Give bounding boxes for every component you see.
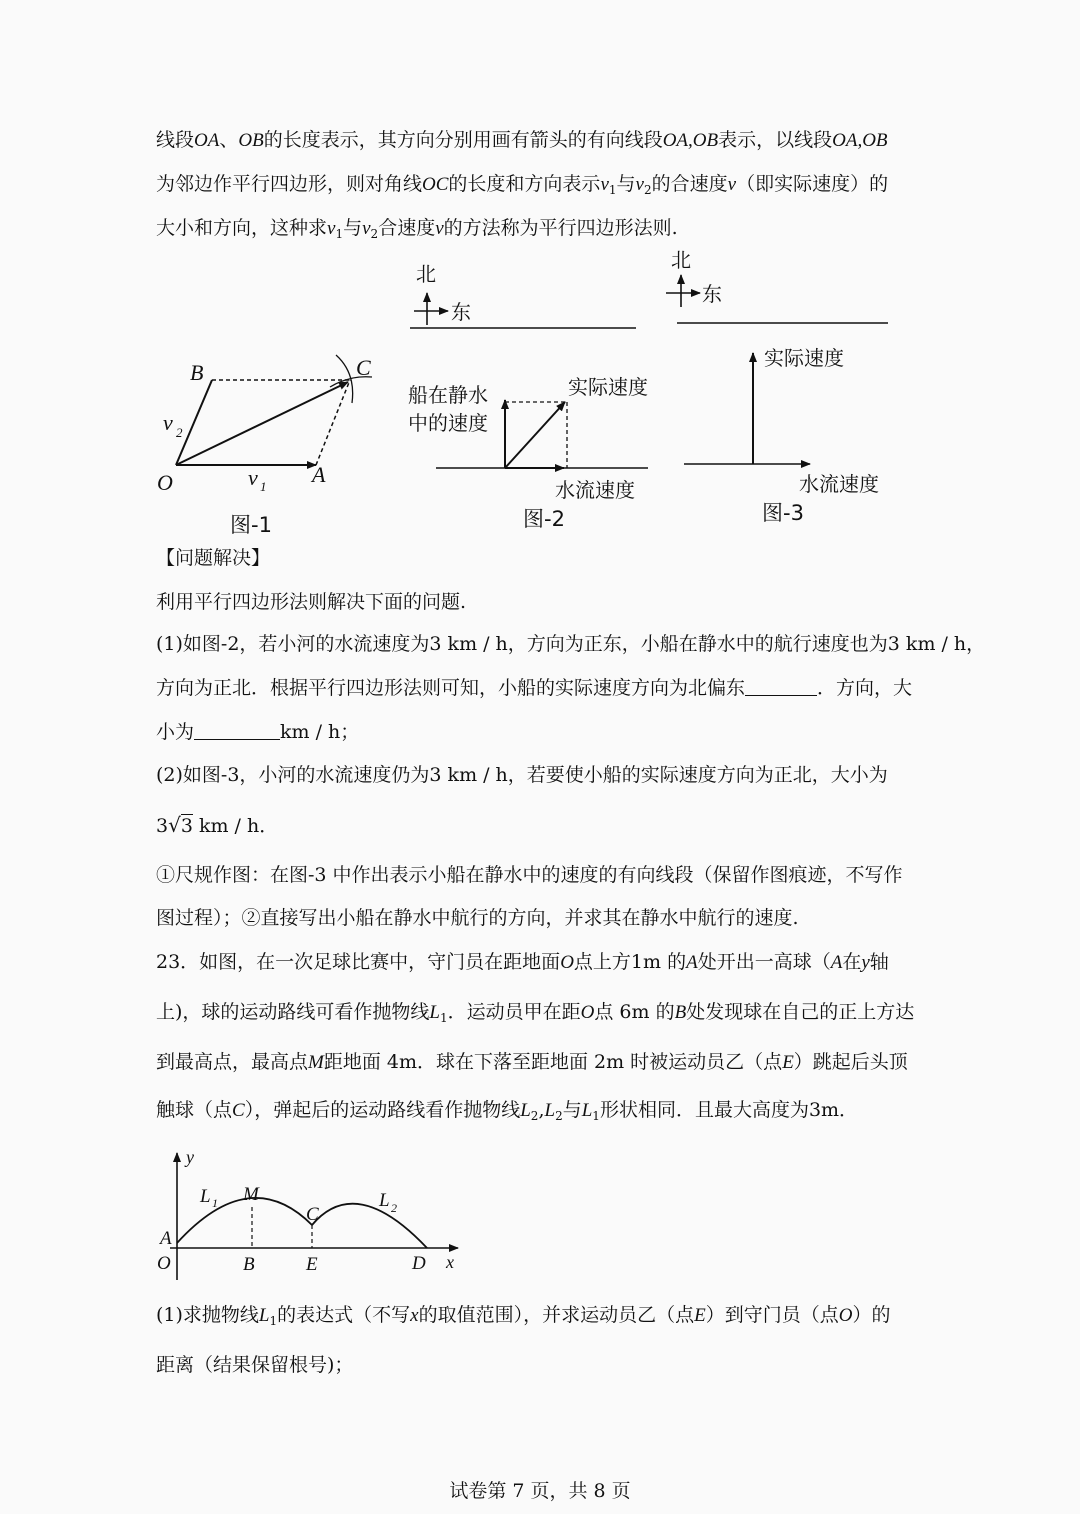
- page-footer: 试卷第 7 页，共 8 页: [449, 1480, 631, 1502]
- compass-east-label-3: 东: [702, 282, 722, 306]
- label-v2-sub: 2: [176, 425, 183, 440]
- answer-blank-speed[interactable]: [194, 721, 280, 740]
- solve-p1-line-1: (1)如图-2，若小河的水流速度为3 km / h，方向为正东，小船在静水中的航行速度也为3 km / h，: [156, 633, 986, 655]
- solve-p3-line-2: 图过程）；②直接写出小船在静水中航行的方向，并求其在静水中航行的速度.: [156, 907, 799, 929]
- label-C-4: C: [306, 1204, 319, 1225]
- actual-velocity-arrow: [505, 402, 565, 468]
- q23-line-1: 23．如图，在一次足球比赛中，守门员在距地面O点上方1m 的A处开出一高球（A在y轴: [156, 951, 889, 973]
- figure-2: [408, 262, 648, 531]
- label-y: y: [186, 1147, 194, 1167]
- q23-line-2: 上)，球的运动路线可看作抛物线$L_1$．运动员甲在距O点 6m 的B处发现球在自己的正上方达: [156, 1001, 915, 1025]
- figure-1-caption: 图-1: [230, 513, 272, 537]
- label-v1: v: [248, 465, 258, 490]
- label-C: C: [356, 355, 371, 380]
- compass-north-label-3: 北: [671, 248, 691, 272]
- svg-text:1: 1: [212, 1196, 218, 1210]
- actual-speed-label-3: 实际速度: [764, 346, 844, 370]
- solve-lead: 利用平行四边形法则解决下面的问题.: [156, 591, 467, 613]
- label-L1: L: [200, 1186, 211, 1207]
- label-O: O: [157, 470, 173, 495]
- label-D: D: [412, 1253, 426, 1274]
- parabola-figure: [150, 1145, 470, 1280]
- label-A-4: A: [160, 1228, 172, 1249]
- intro-line-2: 为邻边作平行四边形，则对角线OC的长度和方向表示$v_1$与$v_2$的合速度v（即实际速度）的: [156, 173, 889, 197]
- figure-2-caption: 图-2: [523, 507, 565, 531]
- segment-OB: [176, 380, 212, 465]
- q23-line-4: 触球（点C），弹起后的运动路线看作抛物线$L_2,L_2$与$L_1$形状相同．且最大高度为3m．: [156, 1099, 859, 1123]
- actual-speed-label: 实际速度: [568, 375, 648, 399]
- segment-OC: [176, 382, 348, 465]
- solve-p1-line-2: 方向为正北．根据平行四边形法则可知，小船的实际速度方向为北偏东 ．方向，大: [156, 677, 913, 699]
- segment-AC: [316, 380, 350, 465]
- vector-figures: [0, 245, 1080, 545]
- q23-line-3: 到最高点，最高点M距地面 4m．球在下落至距地面 2m 时被运动员乙（点E）跳起后头顶: [156, 1051, 908, 1073]
- boat-label-2: 中的速度: [408, 411, 488, 435]
- stream-speed-label: 水流速度: [555, 478, 635, 502]
- figure-3-caption: 图-3: [762, 501, 804, 525]
- figure-1-parallelogram: [157, 355, 372, 537]
- label-B: B: [190, 360, 204, 385]
- label-O-4: O: [157, 1253, 171, 1274]
- compass-east-label: 东: [451, 300, 471, 324]
- label-M: M: [243, 1184, 259, 1205]
- q23-part1-line-2: 距离（结果保留根号)；: [156, 1354, 354, 1376]
- label-B-4: B: [243, 1254, 255, 1275]
- parabola-L2: [312, 1204, 427, 1248]
- solve-heading: 【问题解决】: [156, 547, 271, 569]
- solve-p2-line-2: 3√3 km / h．: [156, 813, 279, 837]
- solve-p1-line-3: 小为 km / h；: [156, 721, 360, 743]
- label-v2: v: [163, 410, 173, 435]
- label-E: E: [306, 1254, 318, 1275]
- figure-3: [666, 248, 888, 525]
- solve-p2-line-1: (2)如图-3，小河的水流速度仍为3 km / h，若要使小船的实际速度方向为正北，大小为: [156, 764, 888, 786]
- label-v1-sub: 1: [260, 479, 267, 494]
- label-L2: L: [379, 1190, 390, 1211]
- intro-line-1: 线段OA、OB的长度表示，其方向分别用画有箭头的有向线段OA,OB表示，以线段OA,OB: [156, 129, 888, 151]
- compass-north-label: 北: [416, 262, 436, 286]
- answer-blank-angle[interactable]: [745, 677, 817, 696]
- stream-speed-label-3: 水流速度: [799, 472, 879, 496]
- label-A: A: [312, 462, 326, 487]
- boat-label-1: 船在静水: [408, 383, 488, 407]
- solve-p3-line-1: ①尺规作图：在图-3 中作出表示小船在静水中的速度的有向线段（保留作图痕迹，不写作: [156, 864, 903, 886]
- label-x: x: [446, 1252, 454, 1272]
- q23-part1-line-1: (1)求抛物线$L_1$的表达式（不写x的取值范围），并求运动员乙（点E）到守门员（点O）的: [156, 1304, 891, 1328]
- intro-line-3: 大小和方向，这种求$v_1$与$v_2$合速度v的方法称为平行四边形法则.: [156, 217, 678, 241]
- svg-text:2: 2: [391, 1201, 397, 1215]
